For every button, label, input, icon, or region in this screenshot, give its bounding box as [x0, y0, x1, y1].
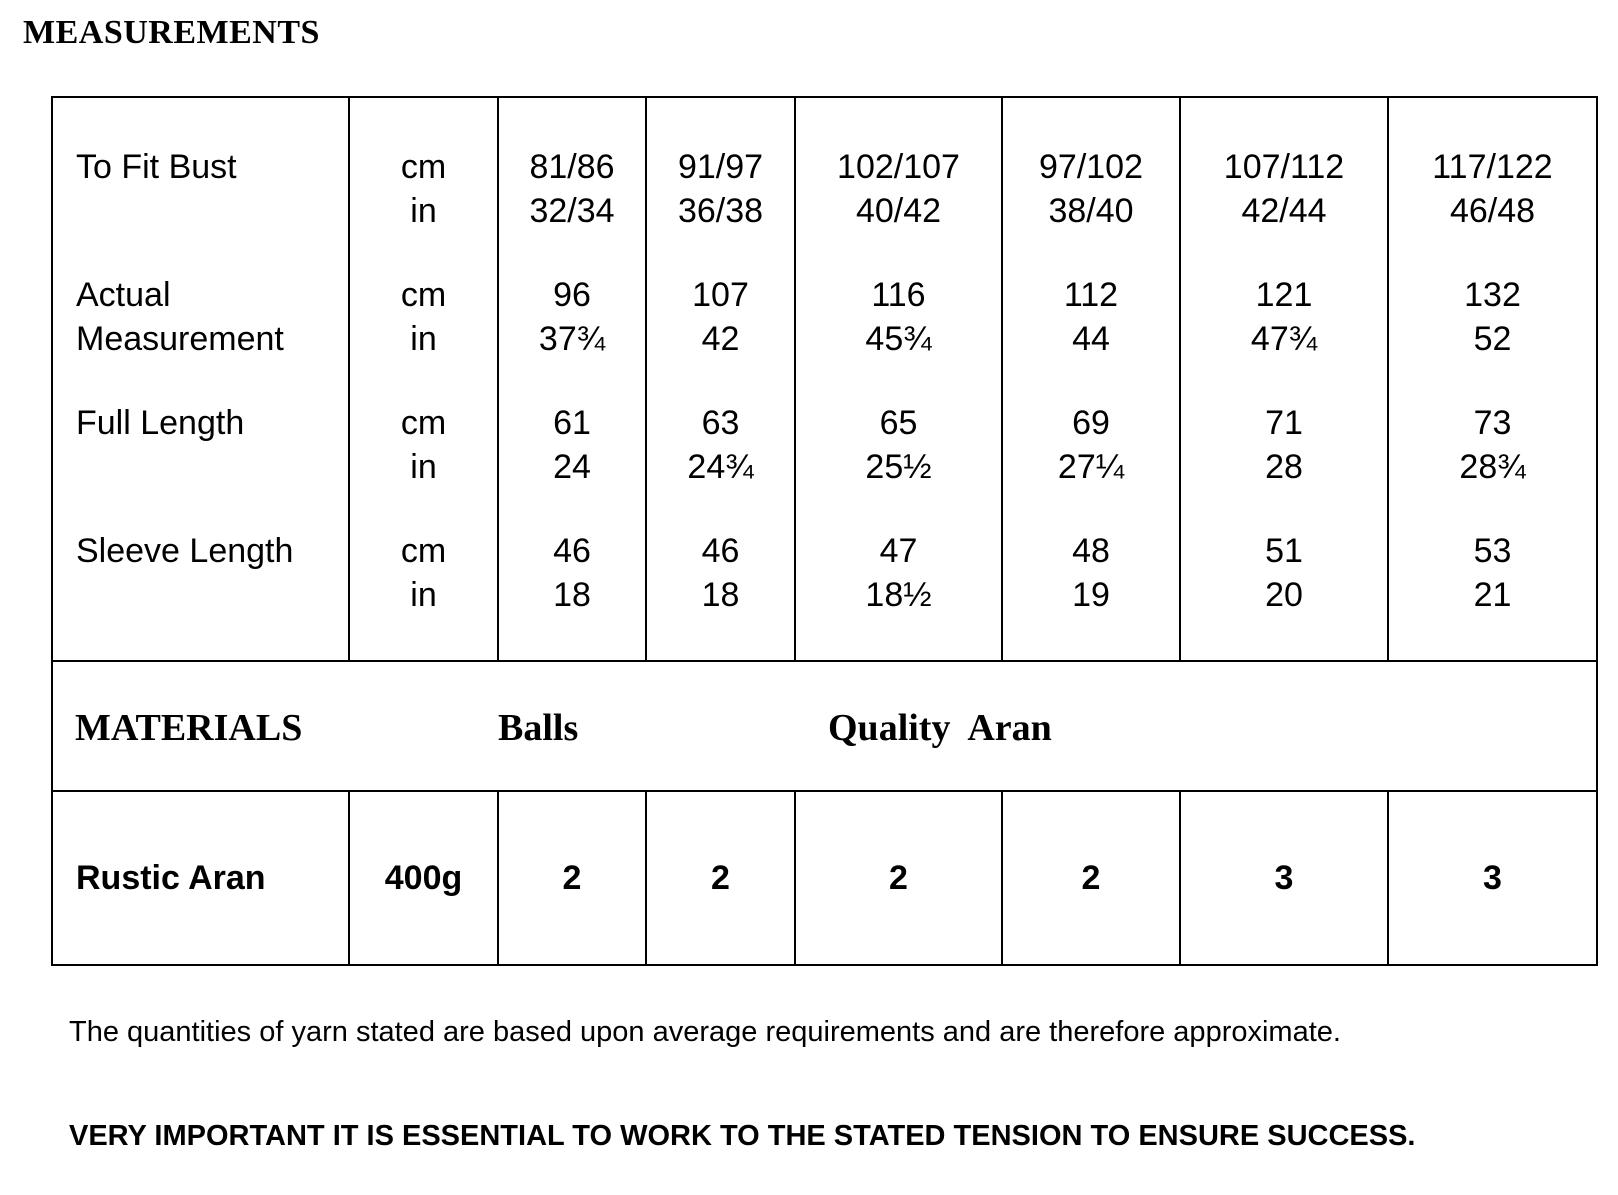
value-pair: 117/122 46/48 [1432, 148, 1553, 230]
materials-title: MATERIALS [75, 707, 303, 749]
yarn-weight: 400g [349, 791, 498, 965]
value-pair: 96 37¾ [538, 276, 606, 358]
value-pair: 71 28 [1265, 404, 1303, 486]
measurement-label-sleeve-length: Sleeve Length [76, 532, 294, 570]
balls-label: Balls [498, 707, 579, 749]
value-pair: 121 47¾ [1250, 276, 1318, 358]
yarn-row [52, 791, 1597, 965]
measurement-label-bust: To Fit Bust [76, 148, 237, 186]
size-column-3 [795, 97, 1002, 661]
size-column-4 [1002, 97, 1180, 661]
unit-pair: cm in [400, 404, 447, 486]
value-pair: 63 24¾ [687, 404, 754, 486]
size-column-2 [646, 97, 795, 661]
measurement-label-actual: Actual Measurement [76, 276, 284, 358]
value-pair: 73 28¾ [1459, 404, 1526, 486]
value-pair: 107/112 42/44 [1223, 148, 1345, 230]
yarn-balls-cell: 2 [1002, 791, 1180, 965]
quality-label: Quality Aran [828, 707, 1052, 749]
value-pair: 61 24 [553, 404, 591, 486]
value-pair: 48 19 [1072, 532, 1110, 614]
value-pair: 132 52 [1464, 276, 1521, 358]
materials-cell [52, 661, 1597, 791]
yarn-balls-cell: 2 [646, 791, 795, 965]
value-pair: 112 44 [1063, 276, 1119, 358]
size-column-1 [498, 97, 646, 661]
size-column-6 [1388, 97, 1597, 661]
page-title: MEASUREMENTS [23, 14, 320, 51]
value-pair: 46 18 [553, 532, 591, 614]
value-pair: 65 25½ [865, 404, 932, 486]
yarn-balls-cell: 3 [1180, 791, 1388, 965]
materials-row [52, 661, 1597, 791]
yarn-balls-cell: 3 [1388, 791, 1597, 965]
measurements-row [52, 97, 1597, 661]
tension-warning: VERY IMPORTANT IT IS ESSENTIAL TO WORK TO THE STATED TENSION TO ENSURE SUCCESS. [69, 1120, 1416, 1152]
measurement-labels-column [52, 97, 349, 661]
value-pair: 81/86 32/34 [529, 148, 615, 230]
yarn-quantity-note: The quantities of yarn stated are based upon average requirements and are therefore approximate. [69, 1016, 1341, 1048]
yarn-balls-cell: 2 [498, 791, 646, 965]
value-pair: 116 45¾ [865, 276, 932, 358]
size-table [51, 96, 1598, 966]
unit-pair: cm in [400, 148, 447, 230]
measurement-label-full-length: Full Length [76, 404, 245, 442]
value-pair: 47 18½ [865, 532, 932, 614]
value-pair: 91/97 36/38 [677, 148, 764, 230]
unit-pair: cm in [400, 532, 447, 614]
value-pair: 46 18 [701, 532, 740, 614]
measurement-units-column [349, 97, 498, 661]
value-pair: 69 27¼ [1057, 404, 1125, 486]
yarn-balls-cell: 2 [795, 791, 1002, 965]
yarn-name: Rustic Aran [52, 791, 349, 965]
value-pair: 51 20 [1265, 532, 1303, 614]
size-column-5 [1180, 97, 1388, 661]
value-pair: 53 21 [1473, 532, 1512, 614]
value-pair: 102/107 40/42 [837, 148, 960, 230]
value-pair: 97/102 38/40 [1039, 148, 1143, 230]
value-pair: 107 42 [692, 276, 749, 358]
unit-pair: cm in [400, 276, 447, 358]
